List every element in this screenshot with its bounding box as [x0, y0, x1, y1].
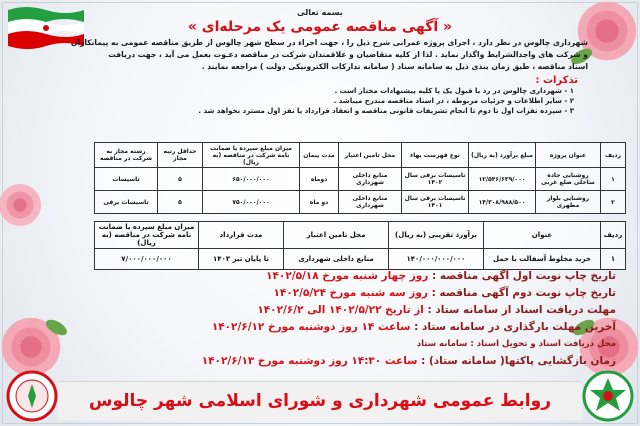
table-row: [95, 191, 626, 214]
table-cell: ۱۴/۳۰۸/۹۸۸/۵۰۰: [469, 191, 536, 214]
table-cell: ۱۲/۵۴۶/۶۳۹/۰۰۰: [469, 168, 536, 191]
table-header: ردیف: [601, 143, 626, 168]
schedule-label: تاریخ چاپ نوبت اول آگهی مناقصه :: [428, 270, 616, 282]
table-header: مدت قرارداد: [199, 222, 284, 249]
intro-line: و شرکت های واجدالشرایط واگذار نماید . لذا از کلیه متقاضیان و علاقمندان شرکت در مناقصه دعـوت بعمل می آید ، جهت دریافت: [108, 50, 588, 59]
table-cell: ۱۴۰/۰۰۰/۰۰۰/۰۰۰: [389, 249, 484, 270]
notice-title: « آگهی مناقصه عمومی یک مرحله‌ای »: [187, 19, 453, 35]
projects-table: [94, 142, 626, 214]
municipality-logo-icon: [582, 370, 634, 422]
table-cell: ۵: [158, 191, 203, 214]
table-header: نوع فهرست بهاء: [402, 143, 469, 168]
table-cell: ۱: [601, 249, 626, 270]
table-cell: منابع داخلی شهرداری: [339, 191, 402, 214]
table-cell: تاسیسات: [95, 168, 158, 191]
table-cell: روشنایی بلوار مطهری: [536, 191, 601, 214]
asphalt-purchase-table: [94, 221, 626, 270]
rose-icon: [0, 175, 50, 235]
note-item: ۲ - سایر اطلاعات و جزئیات مربوطه ، در اسناد مناقصه مندرج میباشد .: [333, 97, 574, 105]
table-row: [95, 249, 626, 270]
table-header: میزان مبلغ سپرده یا ضمانت نامه شرکت در مناقصه (به ریال): [203, 143, 300, 168]
table-row: [95, 168, 626, 191]
notice-content: [40, 8, 600, 116]
intro-line: اسناد مناقصه ، طبق زمان بندی ذیل به سامانه ستاد ( سامانه تدارکات الکترونیکی دولت ) مراجعه نمایند .: [201, 62, 588, 71]
schedule-value: روز چهار شنبه مورخ ۱۴۰۲/۵/۱۸: [266, 270, 429, 282]
schedule-item: [56, 336, 616, 353]
table-header: حداقل رتبه مجاز: [158, 143, 203, 168]
schedule-label: محل دریافت اسناد و تحویل اسناد :: [467, 339, 616, 349]
table-header: ردیف: [601, 222, 626, 249]
table-cell: روشنایی جاده ساحلی ضلع غربی: [536, 168, 601, 191]
schedule-label: زمان بازگشایی پاکتها( سامانه ستاد) :: [417, 355, 616, 367]
table-cell: تاسیسات برقی: [95, 191, 158, 214]
footer-text: روابط عمومی شهرداری و شورای اسلامی شهر چالوس: [89, 391, 551, 411]
table-cell: تاسیسات برقی سال ۱۴۰۲: [402, 168, 469, 191]
basmala: بسمه تعالی: [297, 8, 343, 17]
schedule-value: ساعت ۱۴ روز دوشنبه مورخ ۱۴۰۲/۶/۱۲: [211, 321, 411, 333]
table-cell: ۵: [158, 168, 203, 191]
schedule-value: ساعت ۱۴:۳۰ روز دوشنبه مورخ ۱۴۰۲/۶/۱۳: [201, 355, 418, 367]
note-item: ۱ - شهرداری چالوس در رد یا قبول یک یا کلیه پیشنهادات مختار است .: [334, 87, 574, 95]
table-cell: ۱: [601, 168, 626, 191]
table-cell: منابع داخلی شهرداری: [339, 168, 402, 191]
table-header: مدت پیمان: [300, 143, 339, 168]
table-cell: تا پایان تیر ۱۴۰۳: [199, 249, 284, 270]
table-cell: ۶۵۰/۰۰۰/۰۰۰: [203, 168, 300, 191]
table-cell: خرید مخلوط آسفالت با حمل: [484, 249, 601, 270]
intro-paragraph: [40, 37, 588, 73]
intro-line: شهرداری چالوس در نظر دارد ، اجرای پروژه عمرانی شرح ذیل را ، جهت اجراء در سطح شهر چالوس از طریق مناقصه عمومی به پیمانکاران: [70, 38, 588, 47]
footer-banner: [58, 381, 582, 420]
note-item: ۳ - سپرده نفرات اول تا دوم تا انجام تشریفات قانونی مناقصه و انعقاد قرارداد یا نفر اول مسترد نخواهد شد .: [198, 107, 574, 115]
schedule-label: تاریخ چاپ نوبت دوم آگهی مناقصه :: [427, 287, 616, 299]
table-cell: ۲: [601, 191, 626, 214]
table-header: رشته مجاز به شرکت در مناقصه: [95, 143, 158, 168]
table-cell: دو ماه: [300, 191, 339, 214]
schedule-list: [56, 268, 616, 370]
table-header: عنوان: [484, 222, 601, 249]
schedule-label: آخرین مهلت بارگذاری در سامانه ستاد :: [410, 321, 616, 333]
schedule-item: [56, 285, 616, 302]
schedule-value: سامانه ستاد: [416, 339, 468, 349]
notes-title: تذکرات :: [535, 75, 578, 86]
table-header: برآورد تقریبی (به ریال): [389, 222, 484, 249]
schedule-item: [56, 302, 616, 319]
schedule-value: از تاریخ ۱۴۰۲/۵/۲۲ الی ۱۴۰۲/۶/۲: [257, 304, 424, 316]
table-header: محل تامین اعتبار: [339, 143, 402, 168]
table-header: محل تامین اعتبار: [284, 222, 389, 249]
table-cell: تاسیسات برقی سال ۱۴۰۱: [402, 191, 469, 214]
council-logo-icon: [6, 370, 58, 422]
table-cell: ۷/۰۰۰/۰۰۰/۰۰۰: [95, 249, 199, 270]
schedule-item: [56, 353, 616, 370]
table-header: میزان مبلغ سپرده یا ضمانت نامه شرکت در مناقصه (به ریال): [95, 222, 199, 249]
table-cell: ۷۵۰/۰۰۰/۰۰۰: [203, 191, 300, 214]
schedule-item: [56, 268, 616, 285]
table-cell: دوماه: [300, 168, 339, 191]
table-cell: منابع داخلی شهرداری: [284, 249, 389, 270]
table-header-row: [95, 143, 626, 168]
schedule-item: [56, 319, 616, 336]
table-header: مبلغ برآورد (به ریال): [469, 143, 536, 168]
table-header: عنوان پروژه: [536, 143, 601, 168]
schedule-value: روز سه شنبه مورخ ۱۴۰۲/۵/۲۴: [273, 287, 428, 299]
schedule-label: مهلت دریافت اسناد از سامانه ستاد :: [423, 304, 616, 316]
table-header-row: [95, 222, 626, 249]
